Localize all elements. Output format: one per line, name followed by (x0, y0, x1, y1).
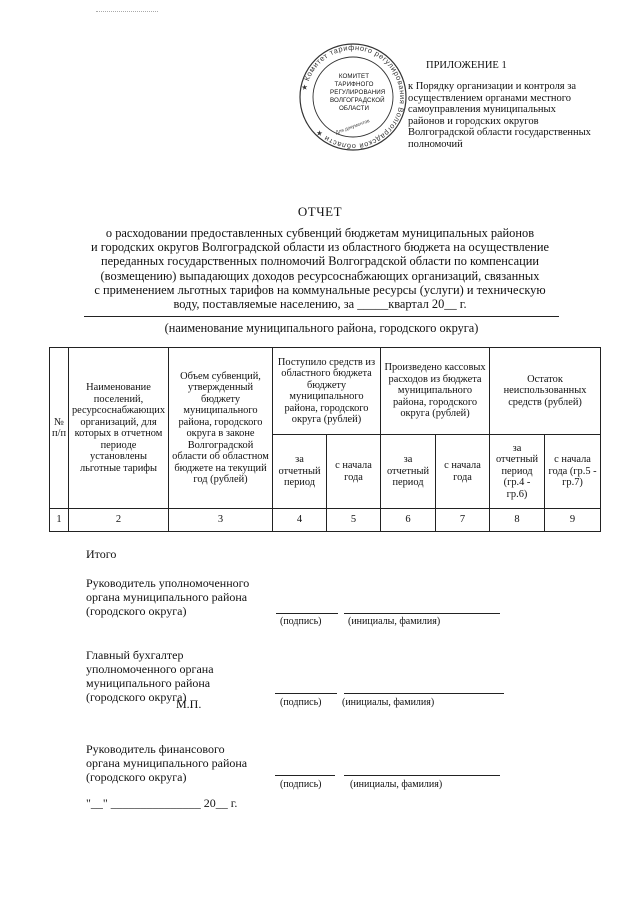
initials-caption: (инициалы, фамилия) (342, 697, 435, 708)
initials-caption: (инициалы, фамилия) (348, 616, 441, 627)
stamp-line: ВОЛГОГРАДСКОЙ (330, 97, 385, 104)
subtitle-line: о расходовании предоставленных субвенций бюджетам муниципальных районов (105, 226, 535, 240)
signature-caption: (подпись) (280, 779, 322, 790)
header-received: Поступило средств из областного бюджета бюджету муниципального района, городского округа (рублей) (273, 348, 381, 435)
appendix-body: к Порядку организации и контроля за осуществлением органами местного самоуправления муниципальных районов и городских округов Волгоградской области государственных полномочий (408, 81, 591, 150)
date-line[interactable]: "__" _______________ 20__ г. (86, 796, 238, 810)
subtitle-line: переданных государственных полномочий Волгоградской области по компенсации (101, 254, 539, 269)
header-subvention: Объем субвенций, утвержденный бюджету муниципального района, городского округа в законе Волгоградской области об областном бюджете на текущий год (рублей) (169, 348, 273, 509)
column-number: 1 (50, 509, 69, 532)
signatory-chief-accountant: Главный бухгалтер уполномоченного органа муниципального района (городского округа) (86, 648, 214, 704)
header-name: Наименование поселений, ресурсоснабжающих организаций, для которых в отчетном периоде установлены льготные тарифы (69, 348, 169, 509)
district-input-line[interactable] (84, 316, 559, 317)
signature-line[interactable] (276, 613, 338, 614)
svg-text:★ Комитет тарифного регулирова: ★ Комитет тарифного регулирования Волгоградской области ★ (299, 42, 408, 152)
subheader-ytd: с начала года (436, 435, 490, 509)
stamp-place-label: М.П. (176, 697, 202, 711)
signature-caption: (подпись) (280, 616, 322, 627)
stamp-line: ТАРИФНОГО (334, 81, 374, 88)
subheader-ytd: с начала года (327, 435, 381, 509)
subtitle-line: с применением льготных тарифов на коммунальные ресурсы (услуги) и техническую (94, 282, 546, 297)
stamp-line: ОБЛАСТИ (338, 105, 370, 112)
column-number: 5 (327, 509, 381, 532)
header-remainder: Остаток неиспользованных средств (рублей) (490, 348, 601, 435)
column-number: 4 (273, 509, 327, 532)
signature-line[interactable] (275, 693, 337, 694)
report-subtitle (70, 226, 570, 311)
appendix-title: ПРИЛОЖЕНИЕ 1 (426, 60, 507, 71)
column-number: 2 (69, 509, 169, 532)
column-number: 7 (436, 509, 490, 532)
signature-line[interactable] (275, 775, 335, 776)
district-caption: (наименование муниципального района, городского округа) (164, 321, 479, 335)
signatory-head-finance: Руководитель финансового органа муниципального района (городского округа) (86, 742, 248, 784)
initials-line[interactable] (344, 693, 504, 694)
header-spent: Произведено кассовых расходов из бюджета муниципального района, городского округа (рублей) (381, 348, 490, 435)
stamp-line: КОМИТЕТ (338, 73, 370, 80)
column-number: 6 (381, 509, 436, 532)
column-number: 3 (169, 509, 273, 532)
initials-line[interactable] (344, 613, 500, 614)
column-number: 9 (545, 509, 601, 532)
svg-text:Для документов: Для документов (335, 119, 371, 137)
stamp-inner-text (330, 73, 386, 113)
subtitle-line: (возмещению) выпадающих доходов ресурсоснабжающих организаций, связанных (100, 268, 540, 283)
initials-line[interactable] (344, 775, 500, 776)
subheader-period-formula: за отчетный период (гр.4 - гр.6) (490, 435, 545, 509)
report-table (49, 347, 601, 532)
scan-marks (96, 11, 158, 12)
column-number: 8 (490, 509, 545, 532)
signatory-head-authorized: Руководитель уполномоченного органа муниципального района (городского округа) (86, 576, 250, 618)
stamp-line: РЕГУЛИРОВАНИЯ (330, 89, 386, 96)
header-num: № п/п (50, 348, 69, 509)
initials-caption: (инициалы, фамилия) (350, 779, 443, 790)
report-title: ОТЧЕТ (297, 204, 343, 219)
subtitle-line: и городских округов Волгоградской области из областного бюджета на осуществление (91, 240, 549, 255)
subheader-ytd-formula: с начала года (гр.5 - гр.7) (545, 435, 601, 509)
subtitle-line: воду, поставляемые населению, за _____квартал 20__ г. (173, 297, 467, 312)
signature-caption: (подпись) (280, 697, 322, 708)
totals-label: Итого (86, 547, 117, 561)
subheader-period: за отчетный период (273, 435, 327, 509)
subheader-period: за отчетный период (381, 435, 436, 509)
